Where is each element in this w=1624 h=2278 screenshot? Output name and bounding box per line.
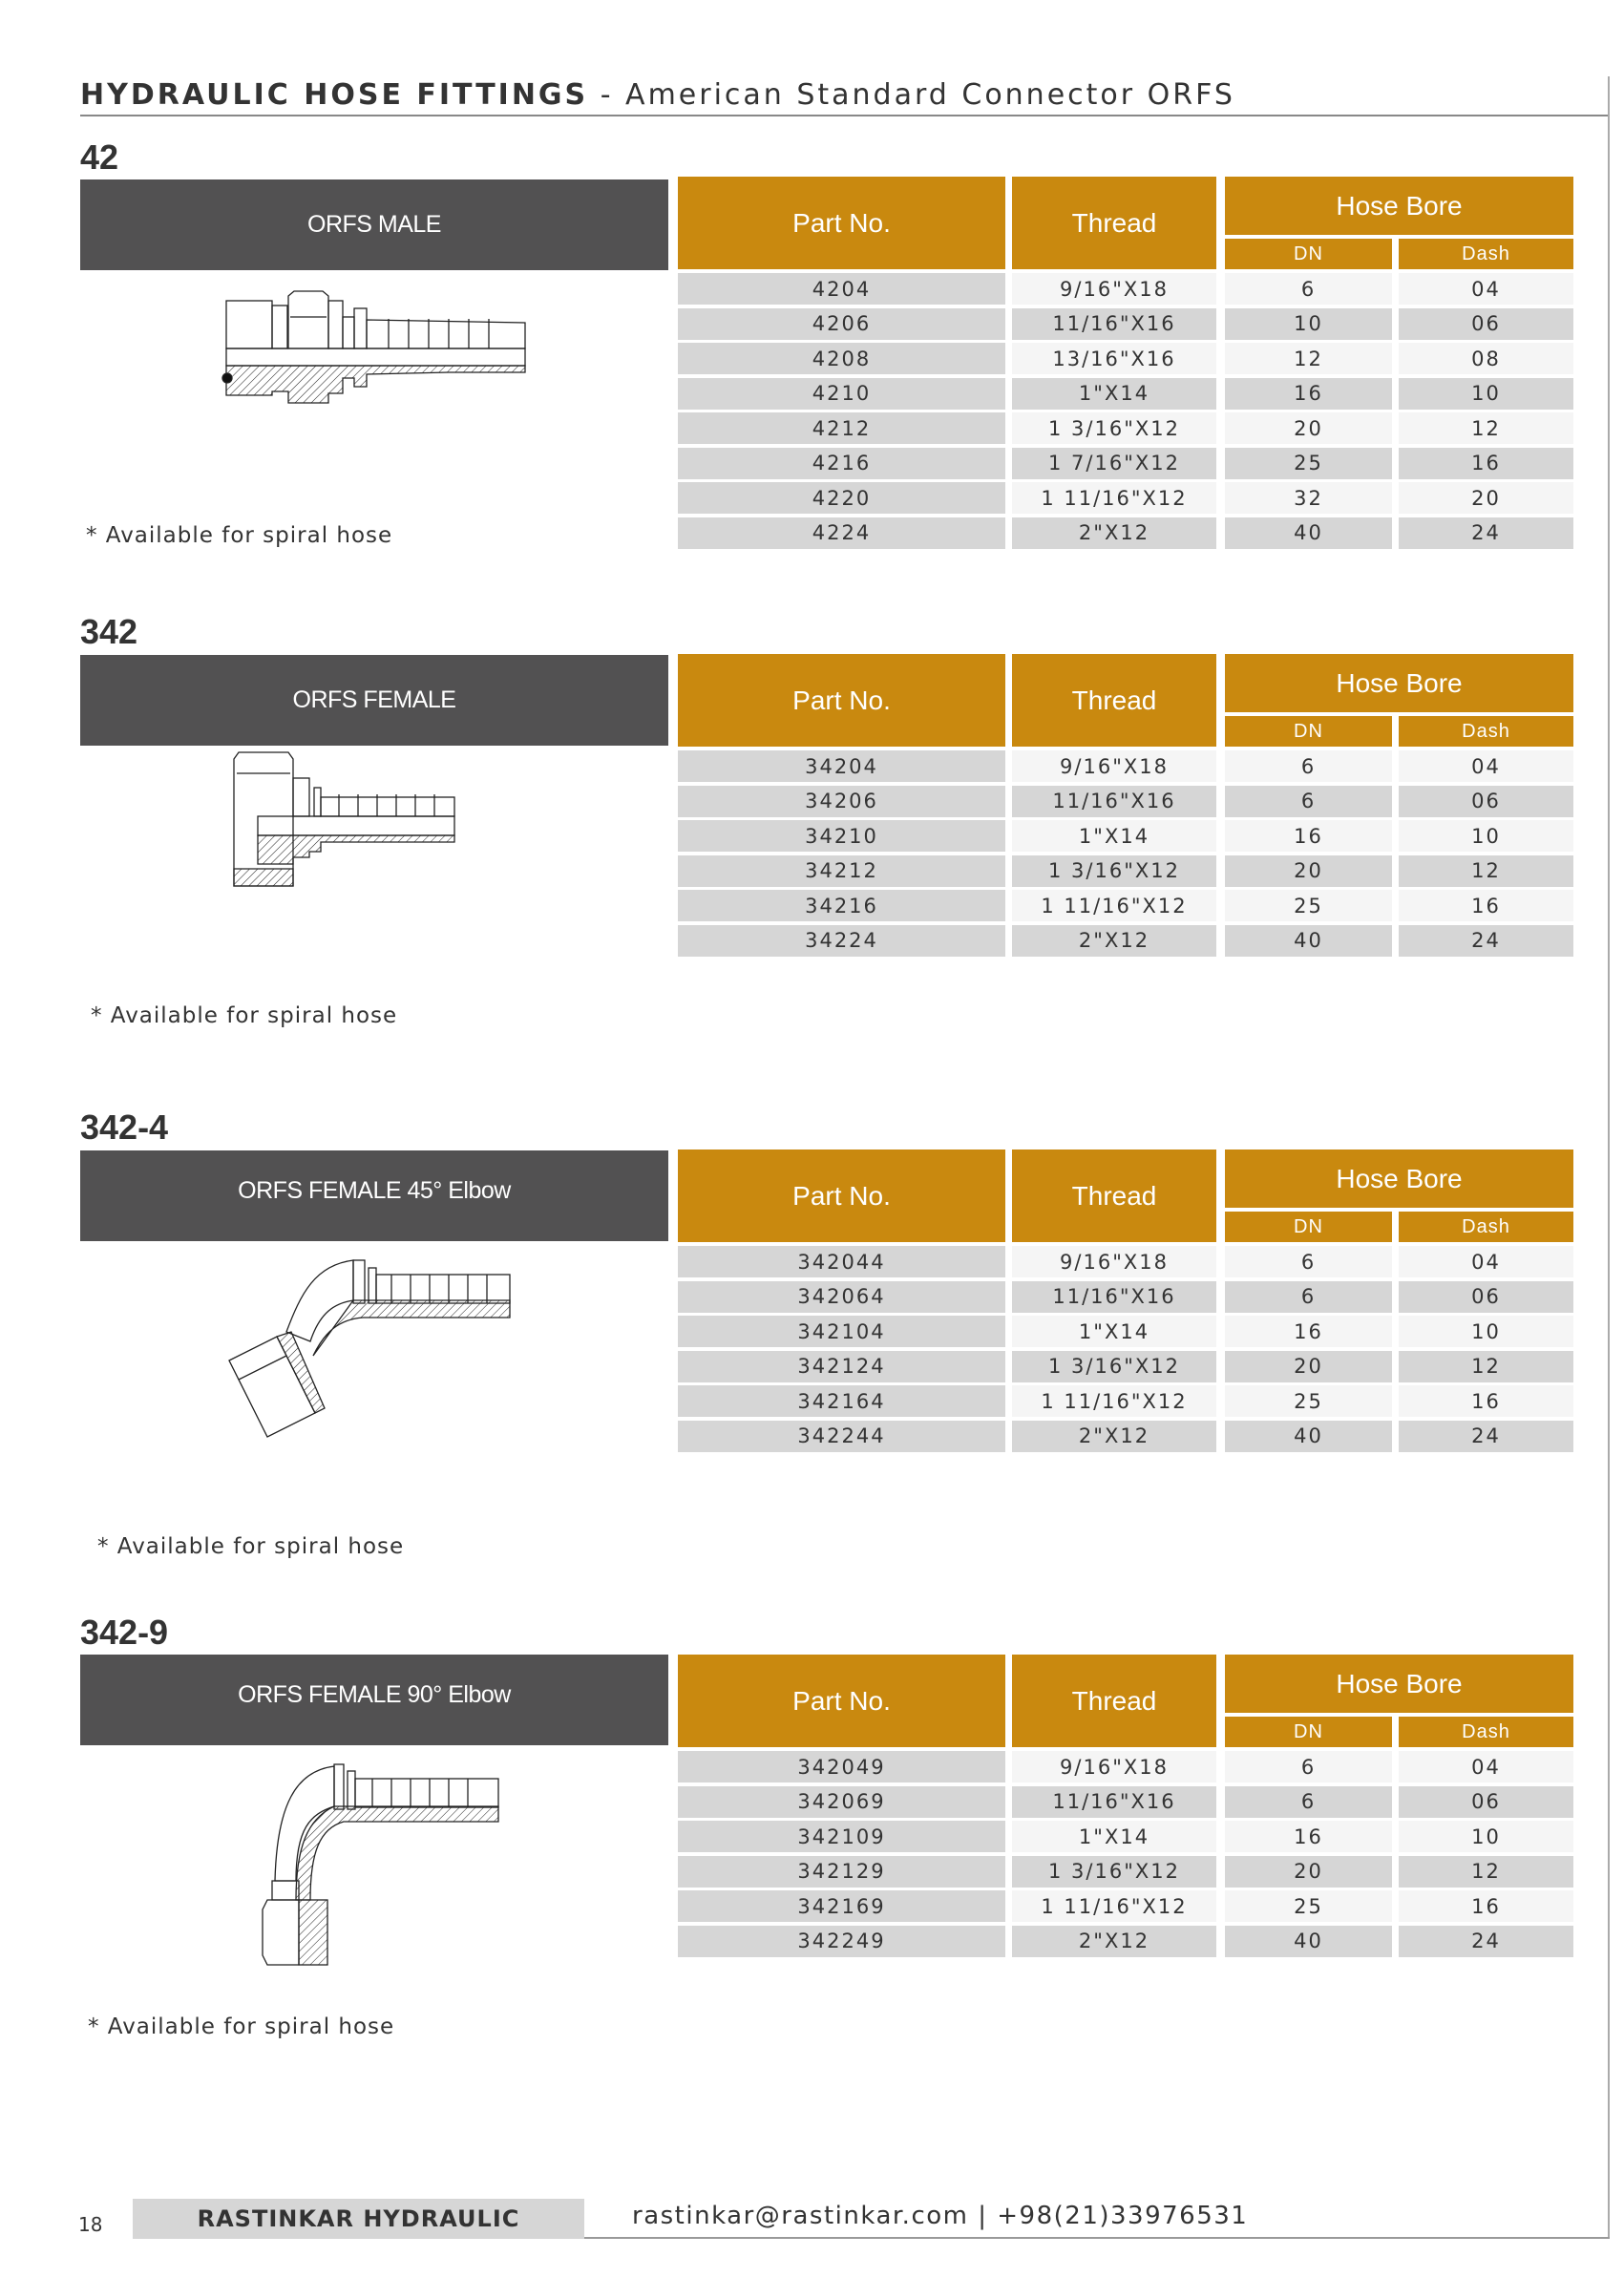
dash-cell: 24: [1399, 1421, 1573, 1452]
table-row: [678, 343, 1573, 374]
dash-cell: 04: [1399, 1246, 1573, 1277]
thread-cell: 9/16"X18: [1012, 1246, 1216, 1277]
table-row: [678, 820, 1573, 852]
header-dash: Dash: [1399, 1212, 1573, 1242]
part-number-cell: 34212: [678, 855, 1005, 887]
dn-cell: 40: [1225, 1926, 1392, 1957]
dash-cell: 24: [1399, 925, 1573, 957]
dash-cell: 16: [1399, 448, 1573, 479]
header-thread: Thread: [1012, 654, 1216, 747]
part-number-cell: 34206: [678, 786, 1005, 817]
header-dn: DN: [1225, 239, 1392, 269]
page-title: [80, 78, 1235, 112]
dn-cell: 20: [1225, 412, 1392, 444]
part-number-cell: 4206: [678, 308, 1005, 340]
thread-cell: 1 3/16"X12: [1012, 412, 1216, 444]
dn-cell: 25: [1225, 1890, 1392, 1922]
dn-cell: 16: [1225, 820, 1392, 852]
dash-cell: 16: [1399, 1890, 1573, 1922]
table-row: [678, 308, 1573, 340]
spec-table: [678, 654, 1573, 960]
section-number: 342-9: [80, 1613, 169, 1652]
dn-cell: 16: [1225, 378, 1392, 410]
product-name-bar: ORFS FEMALE 90° Elbow: [80, 1655, 668, 1745]
table-row: [678, 855, 1573, 887]
table-row: [678, 1890, 1573, 1922]
table-row: [678, 1385, 1573, 1417]
page-title-subtitle: - American Standard Connector ORFS: [588, 78, 1235, 112]
header-thread: Thread: [1012, 1150, 1216, 1242]
part-number-cell: 34210: [678, 820, 1005, 852]
footer-contact: rastinkar@rastinkar.com | +98(21)33976531: [632, 2202, 1249, 2230]
table-row: [678, 1821, 1573, 1852]
part-number-cell: 34204: [678, 750, 1005, 782]
header-part-no: Part No.: [678, 1150, 1005, 1242]
thread-cell: 9/16"X18: [1012, 750, 1216, 782]
thread-cell: 1"X14: [1012, 1316, 1216, 1347]
dn-cell: 40: [1225, 925, 1392, 957]
dash-cell: 12: [1399, 1856, 1573, 1888]
page-title-bold: HYDRAULIC HOSE FITTINGS: [80, 78, 589, 112]
part-number-cell: 342164: [678, 1385, 1005, 1417]
dn-cell: 40: [1225, 517, 1392, 549]
section-number: 342-4: [80, 1107, 169, 1147]
part-number-cell: 342124: [678, 1351, 1005, 1382]
availability-note: * Available for spiral hose: [88, 2014, 395, 2039]
dn-cell: 6: [1225, 1246, 1392, 1277]
thread-cell: 1 11/16"X12: [1012, 482, 1216, 514]
table-row: [678, 890, 1573, 921]
thread-cell: 2"X12: [1012, 1421, 1216, 1452]
dn-cell: 20: [1225, 855, 1392, 887]
dash-cell: 04: [1399, 750, 1573, 782]
thread-cell: 2"X12: [1012, 1926, 1216, 1957]
dn-cell: 16: [1225, 1821, 1392, 1852]
product-name-bar: ORFS MALE: [80, 179, 668, 270]
part-number-cell: 4224: [678, 517, 1005, 549]
header-dash: Dash: [1399, 1717, 1573, 1747]
product-name-bar: ORFS FEMALE: [80, 655, 668, 746]
header-dn: DN: [1225, 716, 1392, 747]
part-number-cell: 342109: [678, 1821, 1005, 1852]
table-row: [678, 448, 1573, 479]
part-number-cell: 34216: [678, 890, 1005, 921]
spec-table: [678, 1655, 1573, 1960]
table-row: [678, 412, 1573, 444]
dn-cell: 6: [1225, 786, 1392, 817]
dn-cell: 12: [1225, 343, 1392, 374]
table-row: [678, 1786, 1573, 1818]
orfs-male-fitting-icon: [210, 277, 535, 414]
table-row: [678, 378, 1573, 410]
dn-cell: 20: [1225, 1856, 1392, 1888]
availability-note: * Available for spiral hose: [86, 523, 393, 548]
dash-cell: 20: [1399, 482, 1573, 514]
product-name-bar: ORFS FEMALE 45° Elbow: [80, 1150, 668, 1241]
dash-cell: 06: [1399, 786, 1573, 817]
part-number-cell: 4208: [678, 343, 1005, 374]
thread-cell: 1 11/16"X12: [1012, 1890, 1216, 1922]
dn-cell: 25: [1225, 1385, 1392, 1417]
header-hose-bore: Hose Bore: [1225, 177, 1573, 235]
table-row: [678, 1856, 1573, 1888]
header-part-no: Part No.: [678, 654, 1005, 747]
title-divider: [80, 115, 1609, 116]
dash-cell: 16: [1399, 890, 1573, 921]
table-row: [678, 273, 1573, 305]
dn-cell: 32: [1225, 482, 1392, 514]
dash-cell: 04: [1399, 273, 1573, 305]
part-number-cell: 34224: [678, 925, 1005, 957]
part-number-cell: 342129: [678, 1856, 1005, 1888]
thread-cell: 1"X14: [1012, 1821, 1216, 1852]
orfs-female-90-elbow-icon: [220, 1747, 525, 1971]
thread-cell: 1 3/16"X12: [1012, 1351, 1216, 1382]
thread-cell: 2"X12: [1012, 925, 1216, 957]
dash-cell: 10: [1399, 820, 1573, 852]
thread-cell: 1 7/16"X12: [1012, 448, 1216, 479]
table-row: [678, 1281, 1573, 1313]
footer-divider: [584, 2237, 1610, 2239]
dash-cell: 08: [1399, 343, 1573, 374]
table-row: [678, 1926, 1573, 1957]
dn-cell: 25: [1225, 448, 1392, 479]
header-thread: Thread: [1012, 177, 1216, 269]
table-row: [678, 786, 1573, 817]
table-row: [678, 517, 1573, 549]
dash-cell: 12: [1399, 412, 1573, 444]
dn-cell: 40: [1225, 1421, 1392, 1452]
thread-cell: 11/16"X16: [1012, 1281, 1216, 1313]
section-number: 342: [80, 612, 138, 651]
part-number-cell: 342044: [678, 1246, 1005, 1277]
thread-cell: 2"X12: [1012, 517, 1216, 549]
thread-cell: 11/16"X16: [1012, 786, 1216, 817]
header-thread: Thread: [1012, 1655, 1216, 1747]
header-hose-bore: Hose Bore: [1225, 1150, 1573, 1208]
dash-cell: 10: [1399, 1821, 1573, 1852]
availability-note: * Available for spiral hose: [91, 1003, 398, 1028]
table-row: [678, 1751, 1573, 1782]
part-number-cell: 342104: [678, 1316, 1005, 1347]
spec-table: [678, 1150, 1573, 1455]
dn-cell: 6: [1225, 1281, 1392, 1313]
dn-cell: 6: [1225, 1751, 1392, 1782]
part-number-cell: 4204: [678, 273, 1005, 305]
thread-cell: 1"X14: [1012, 378, 1216, 410]
dn-cell: 25: [1225, 890, 1392, 921]
dn-cell: 6: [1225, 273, 1392, 305]
header-hose-bore: Hose Bore: [1225, 1655, 1573, 1713]
thread-cell: 1 3/16"X12: [1012, 855, 1216, 887]
dash-cell: 16: [1399, 1385, 1573, 1417]
orfs-female-45-elbow-icon: [210, 1241, 516, 1455]
thread-cell: 1"X14: [1012, 820, 1216, 852]
thread-cell: 13/16"X16: [1012, 343, 1216, 374]
part-number-cell: 342064: [678, 1281, 1005, 1313]
header-part-no: Part No.: [678, 177, 1005, 269]
dash-cell: 24: [1399, 1926, 1573, 1957]
availability-note: * Available for spiral hose: [97, 1534, 405, 1559]
dash-cell: 24: [1399, 517, 1573, 549]
table-row: [678, 1246, 1573, 1277]
right-margin-divider: [1608, 76, 1610, 2238]
part-number-cell: 342249: [678, 1926, 1005, 1957]
dash-cell: 12: [1399, 855, 1573, 887]
part-number-cell: 342049: [678, 1751, 1005, 1782]
table-row: [678, 1316, 1573, 1347]
company-name: RASTINKAR HYDRAULIC: [133, 2199, 584, 2239]
dash-cell: 06: [1399, 308, 1573, 340]
table-row: [678, 482, 1573, 514]
table-row: [678, 1351, 1573, 1382]
header-dash: Dash: [1399, 239, 1573, 269]
part-number-cell: 4220: [678, 482, 1005, 514]
page-number: 18: [78, 2213, 103, 2236]
section-number: 42: [80, 137, 119, 177]
dn-cell: 6: [1225, 1786, 1392, 1818]
thread-cell: 1 11/16"X12: [1012, 890, 1216, 921]
dn-cell: 6: [1225, 750, 1392, 782]
header-part-no: Part No.: [678, 1655, 1005, 1747]
thread-cell: 11/16"X16: [1012, 308, 1216, 340]
dash-cell: 06: [1399, 1281, 1573, 1313]
table-row: [678, 750, 1573, 782]
dash-cell: 10: [1399, 378, 1573, 410]
part-number-cell: 342244: [678, 1421, 1005, 1452]
thread-cell: 9/16"X18: [1012, 1751, 1216, 1782]
dn-cell: 20: [1225, 1351, 1392, 1382]
part-number-cell: 342069: [678, 1786, 1005, 1818]
thread-cell: 1 11/16"X12: [1012, 1385, 1216, 1417]
header-hose-bore: Hose Bore: [1225, 654, 1573, 712]
part-number-cell: 342169: [678, 1890, 1005, 1922]
table-row: [678, 925, 1573, 957]
header-dash: Dash: [1399, 716, 1573, 747]
part-number-cell: 4212: [678, 412, 1005, 444]
dn-cell: 10: [1225, 308, 1392, 340]
part-number-cell: 4210: [678, 378, 1005, 410]
orfs-female-fitting-icon: [220, 745, 468, 892]
header-dn: DN: [1225, 1717, 1392, 1747]
table-row: [678, 1421, 1573, 1452]
header-dn: DN: [1225, 1212, 1392, 1242]
dash-cell: 10: [1399, 1316, 1573, 1347]
spec-table: [678, 177, 1573, 552]
thread-cell: 1 3/16"X12: [1012, 1856, 1216, 1888]
dash-cell: 06: [1399, 1786, 1573, 1818]
dn-cell: 16: [1225, 1316, 1392, 1347]
thread-cell: 9/16"X18: [1012, 273, 1216, 305]
thread-cell: 11/16"X16: [1012, 1786, 1216, 1818]
part-number-cell: 4216: [678, 448, 1005, 479]
dash-cell: 12: [1399, 1351, 1573, 1382]
dash-cell: 04: [1399, 1751, 1573, 1782]
